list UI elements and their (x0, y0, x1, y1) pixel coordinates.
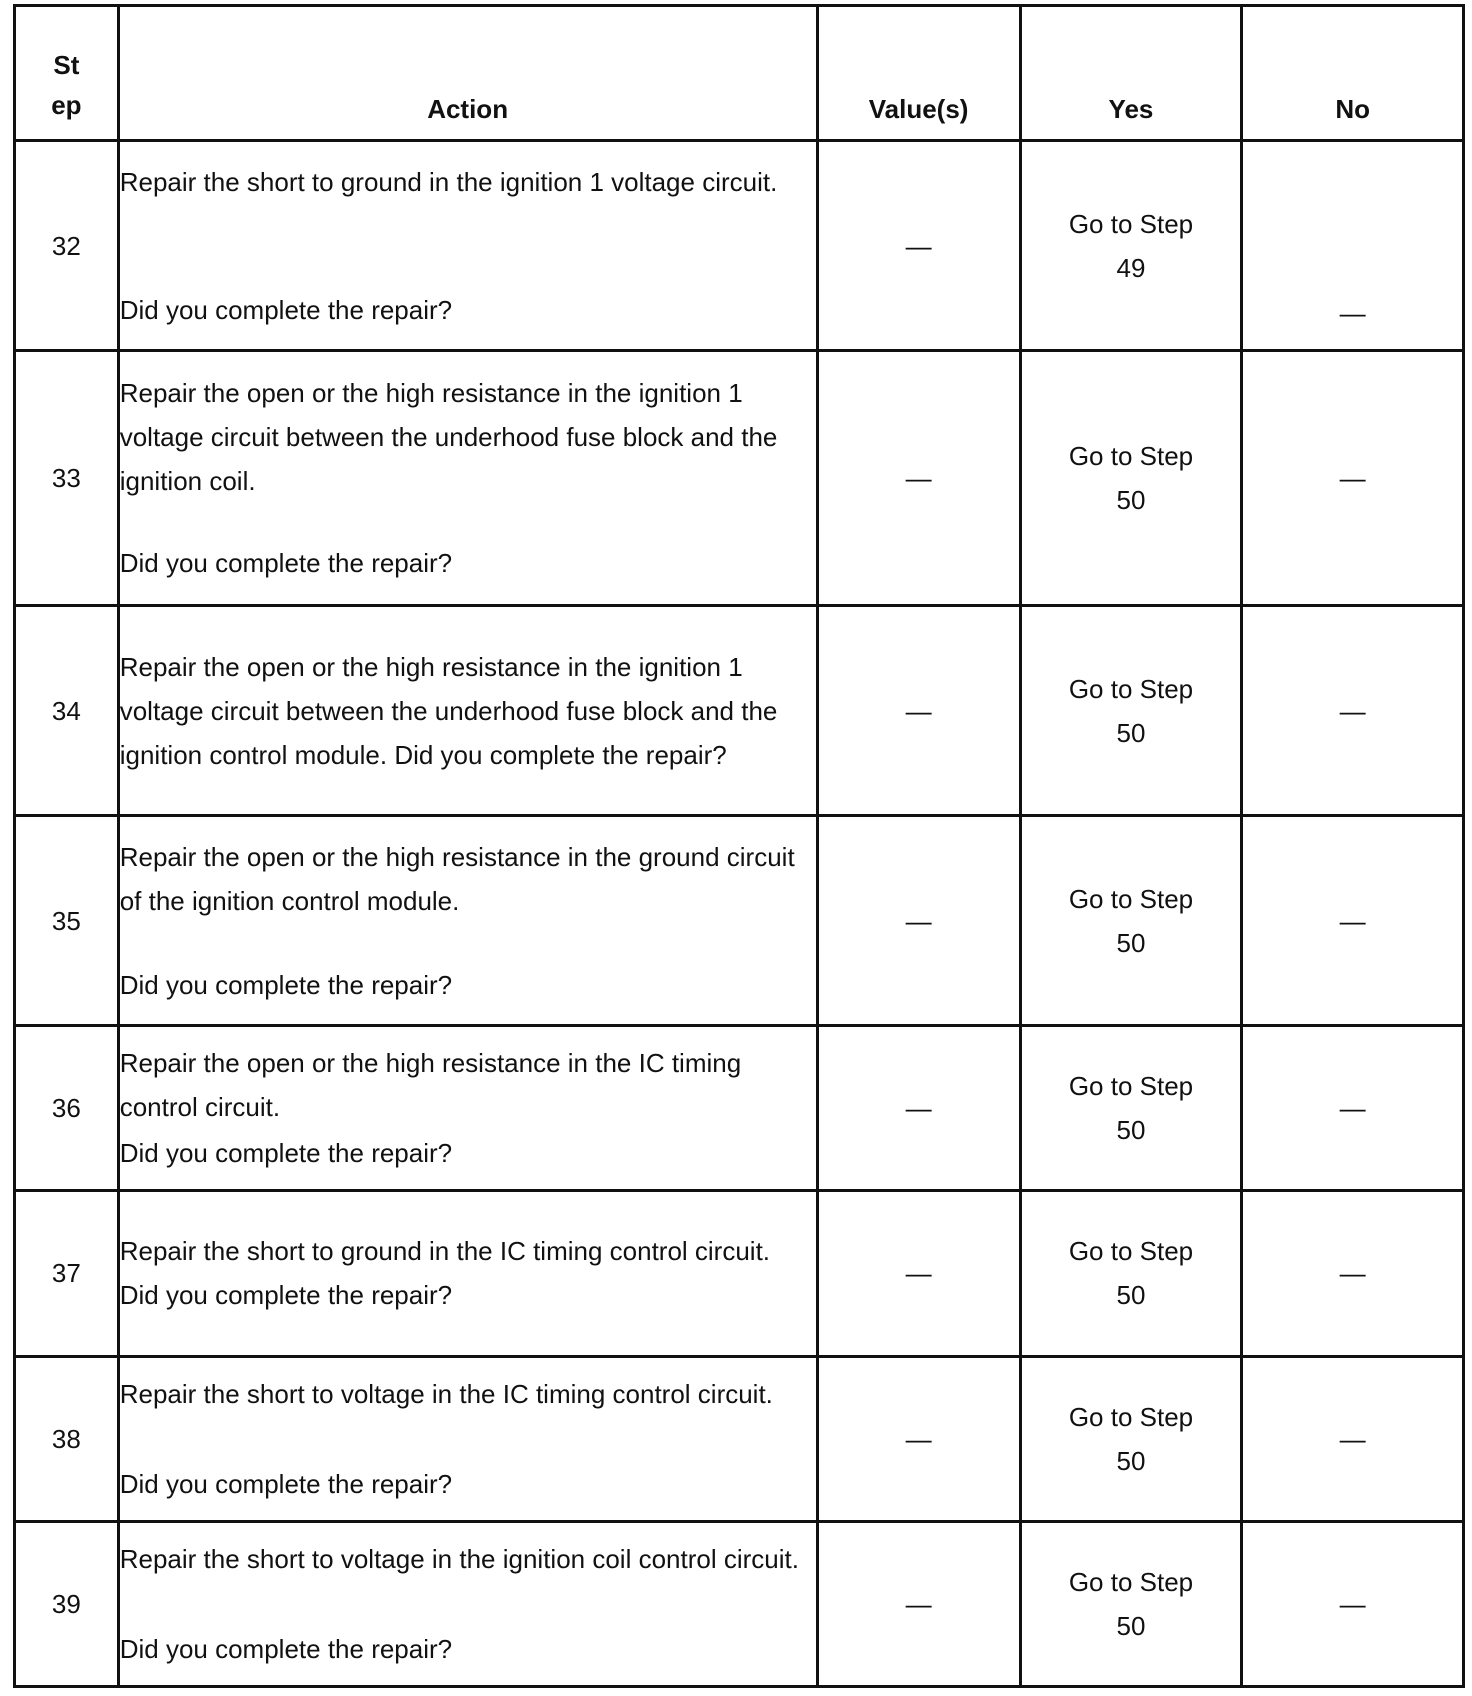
no-dash: — (1339, 905, 1366, 936)
header-no: No (1242, 6, 1464, 141)
action-question: Did you complete the repair? (119, 1633, 453, 1664)
action-question: Did you complete the repair? (119, 1280, 453, 1311)
value-cell (817, 351, 1020, 606)
table-row (15, 1191, 1464, 1356)
no-cell (1242, 1356, 1464, 1521)
no-cell (1242, 1191, 1464, 1356)
action-question: Did you complete the repair? (119, 969, 453, 1000)
yes-cell (1020, 351, 1242, 606)
yes-goto: Go to Step 50 (1068, 1566, 1194, 1641)
step-number: 36 (15, 1026, 119, 1191)
action-question: Did you complete the repair? (119, 1138, 453, 1169)
no-cell (1242, 605, 1464, 815)
value-cell (817, 1191, 1020, 1356)
diagnostic-table-page (13, 4, 1465, 1688)
table-row (15, 1026, 1464, 1191)
no-cell (1242, 1521, 1464, 1686)
no-dash: — (1339, 1423, 1366, 1454)
step-number: 38 (15, 1356, 119, 1521)
action-cell (118, 816, 817, 1026)
value-dash: — (905, 230, 932, 261)
header-step-line2: ep (51, 90, 82, 120)
action-cell (118, 1026, 817, 1191)
step-number: 39 (15, 1521, 119, 1686)
yes-cell (1020, 816, 1242, 1026)
table-row (15, 1521, 1464, 1686)
yes-goto: Go to Step 50 (1068, 1401, 1194, 1476)
value-dash: — (905, 1258, 932, 1289)
table-row (15, 1356, 1464, 1521)
header-step (15, 6, 119, 141)
header-action: Action (118, 6, 817, 141)
table-header-row (15, 6, 1464, 141)
action-text: Repair the short to ground in the IC timing control circuit. (119, 1236, 771, 1267)
value-cell (817, 141, 1020, 351)
value-cell (817, 816, 1020, 1026)
no-dash: — (1339, 1093, 1366, 1124)
table-row (15, 351, 1464, 606)
value-cell (817, 1026, 1020, 1191)
step-number: 37 (15, 1191, 119, 1356)
yes-goto: Go to Step 50 (1068, 883, 1194, 958)
yes-goto: Go to Step 49 (1068, 208, 1194, 283)
no-cell (1242, 816, 1464, 1026)
action-cell (118, 141, 817, 351)
yes-cell (1020, 1356, 1242, 1521)
action-question: Did you complete the repair? (119, 548, 453, 579)
action-cell (118, 605, 817, 815)
no-cell (1242, 351, 1464, 606)
yes-cell (1020, 141, 1242, 351)
action-text: Repair the short to voltage in the ignition coil control circuit. (119, 1543, 799, 1574)
value-cell (817, 1356, 1020, 1521)
header-values: Value(s) (817, 6, 1020, 141)
action-text: Repair the short to ground in the ignition 1 voltage circuit. (119, 166, 778, 197)
step-number: 34 (15, 605, 119, 815)
value-cell (817, 1521, 1020, 1686)
yes-cell (1020, 1026, 1242, 1191)
action-question: Did you complete the repair? (119, 1468, 453, 1499)
action-cell (118, 351, 817, 606)
step-number: 33 (15, 351, 119, 606)
value-dash: — (905, 1093, 932, 1124)
table-row (15, 605, 1464, 815)
action-cell (118, 1521, 817, 1686)
yes-cell (1020, 1521, 1242, 1686)
no-dash: — (1339, 695, 1366, 726)
value-dash: — (905, 463, 932, 494)
yes-goto: Go to Step 50 (1068, 673, 1194, 748)
step-number: 32 (15, 141, 119, 351)
step-number: 35 (15, 816, 119, 1026)
yes-goto: Go to Step 50 (1068, 1071, 1194, 1146)
no-dash: — (1339, 1258, 1366, 1289)
action-cell (118, 1356, 817, 1521)
value-dash: — (905, 905, 932, 936)
table-row (15, 816, 1464, 1026)
action-cell (118, 1191, 817, 1356)
action-text: Repair the short to voltage in the IC timing control circuit. (119, 1378, 773, 1409)
value-dash: — (905, 695, 932, 726)
no-dash: — (1339, 298, 1366, 329)
yes-goto: Go to Step 50 (1068, 1236, 1194, 1311)
no-cell (1242, 1026, 1464, 1191)
action-text: Repair the open or the high resistance in the IC timing control circuit. (119, 1048, 742, 1123)
diagnostic-steps-table (13, 4, 1465, 1688)
action-text: Repair the open or the high resistance in the ignition 1 voltage circuit between the underhood fuse block and the ignition coil. (119, 378, 778, 497)
action-text: Repair the open or the high resistance in the ignition 1 voltage circuit between the underhood fuse block and the ignition control module. Did you complete the repair? (119, 651, 778, 770)
value-dash: — (905, 1588, 932, 1619)
header-step-line1: St (53, 50, 80, 80)
header-yes: Yes (1020, 6, 1242, 141)
yes-cell (1020, 1191, 1242, 1356)
value-cell (817, 605, 1020, 815)
action-question: Did you complete the repair? (119, 294, 453, 325)
no-cell (1242, 141, 1464, 351)
action-text: Repair the open or the high resistance in the ground circuit of the ignition control module. (119, 841, 795, 916)
table-row (15, 141, 1464, 351)
yes-cell (1020, 605, 1242, 815)
value-dash: — (905, 1423, 932, 1454)
no-dash: — (1339, 1588, 1366, 1619)
yes-goto: Go to Step 50 (1068, 441, 1194, 516)
no-dash: — (1339, 463, 1366, 494)
